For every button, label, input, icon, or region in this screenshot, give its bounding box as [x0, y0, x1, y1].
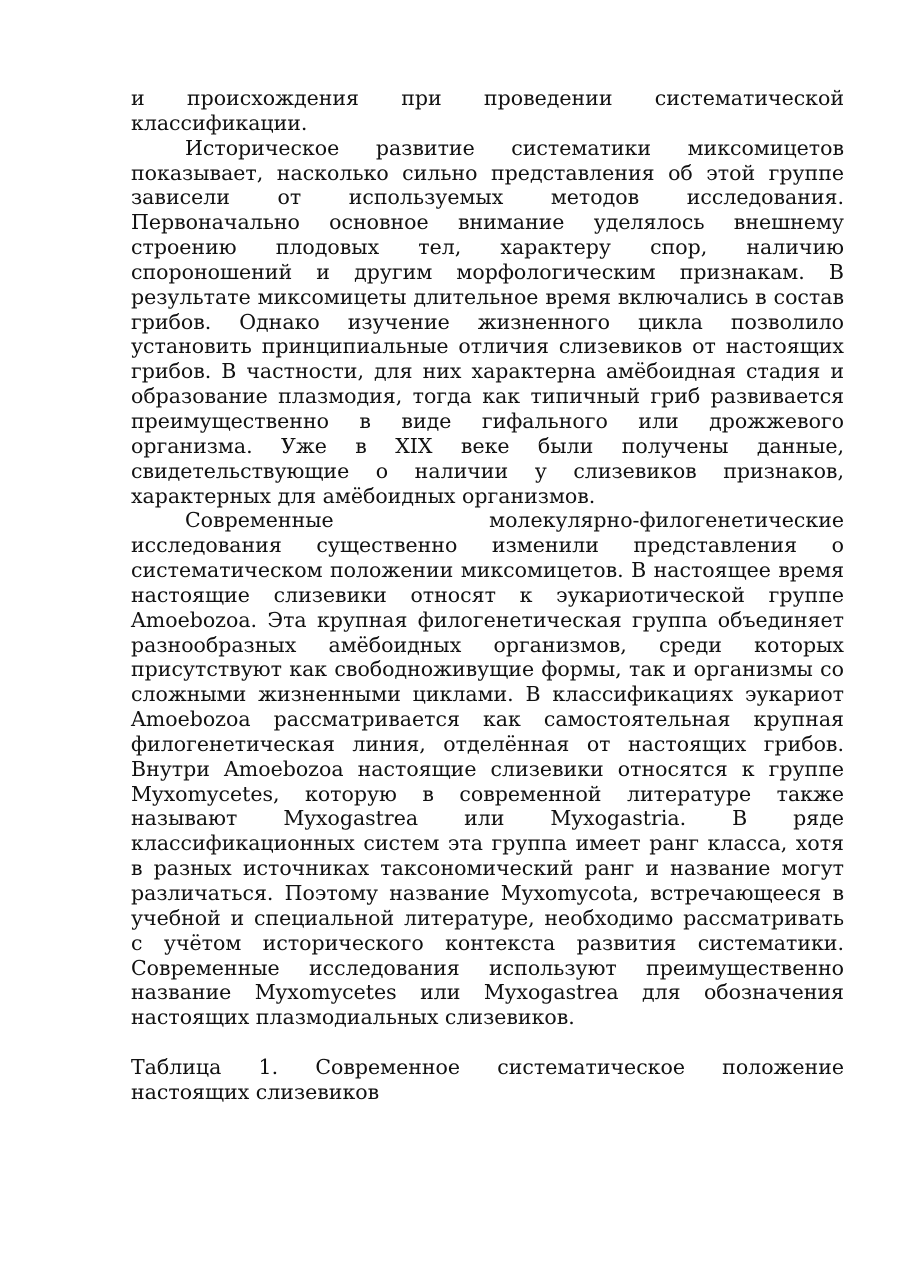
paragraph-modern-studies: Современные молекулярно-филогенетические исследования существенно изменили представления о систематическом положении миксомицетов. В настоящее время настоящие слизевики относят к эукариотической группе Amoebozoa. Эта крупная филогенетическая группа объединяет разнообразных амёбоидных организмов, среди которых присутствуют как свободноживущие формы, так и организмы со сложными жизненными циклами. В классификациях эукариот Amoebozoa рассматривается как самостоятельная крупная филогенетическая линия, отделённая от настоящих грибов. Внутри Amoebozoa настоящие слизевики относятся к группе Myxomycetes, которую в современной литературе также называют Myxogastrea или Myxogastria. В ряде классификационных систем эта группа имеет ранг класса, хотя в разных источниках таксономический ранг и название могут различаться. Поэтому название Myxomycota, встречающееся в учебной и специальной литературе, необходимо рассматривать с учётом исторического контекста развития систематики. Современные исследования используют преимущественно название Myxomycetes или Myxogastrea для обозначения настоящих плазмодиальных слизевиков.	[131, 508, 844, 1030]
document-page	[131, 86, 844, 1105]
paragraph-history: Историческое развитие систематики миксомицетов показывает, насколько сильно представления об этой группе зависели от используемых методов исследования. Первоначально основное внимание уделялось внешнему строению плодовых тел, характеру спор, наличию спороношений и другим морфологическим признакам. В результате миксомицеты длительное время включались в состав грибов. Однако изучение жизненного цикла позволило установить принципиальные отличия слизевиков от настоящих грибов. В частности, для них характерна амёбоидная стадия и образование плазмодия, тогда как типичный гриб развивается преимущественно в виде гифального или дрожжевого организма. Уже в XIX веке были получены данные, свидетельствующие о наличии у слизевиков признаков, характерных для амёбоидных организмов.	[131, 135, 844, 508]
paragraph-continuation: и происхождения при проведении систематической классификации.	[131, 86, 844, 135]
table-caption: Таблица 1. Современное систематическое положение настоящих слизевиков	[131, 1054, 844, 1104]
